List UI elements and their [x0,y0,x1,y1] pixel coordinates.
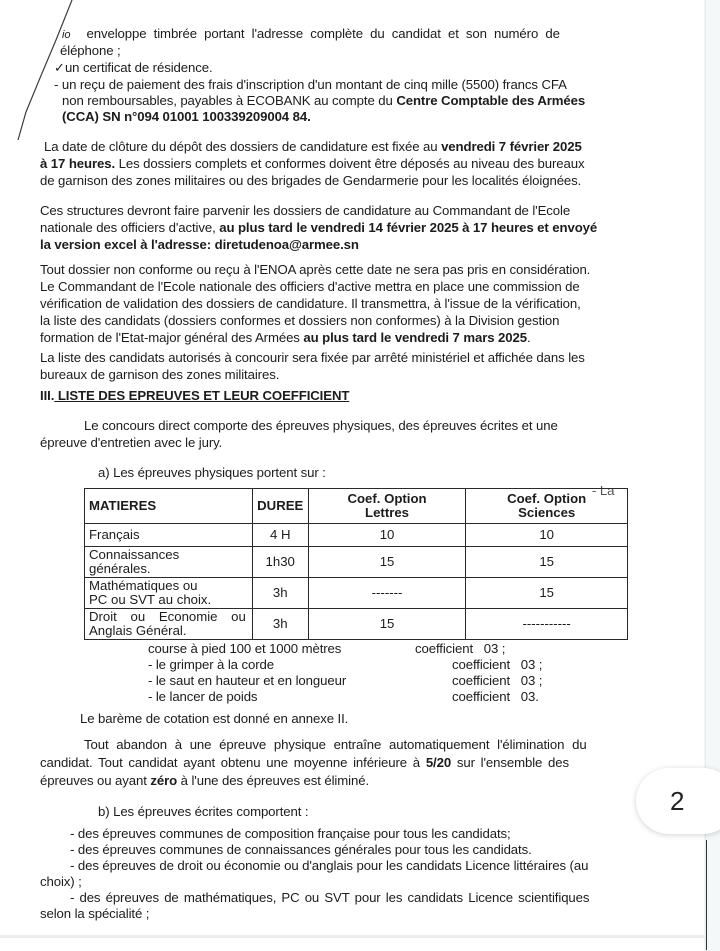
col-header-lettres: Coef. Option Lettres [308,489,466,524]
closing-date-line2: à 17 heures. Les dossiers complets et conformes doivent être déposés au niveau des bureaux [40,156,585,171]
section-heading [40,388,349,404]
table-row [85,609,628,640]
cell-matiere: Connaissances générales. [85,547,253,578]
physical-coef: coefficient 03 ; [415,641,506,656]
table-row [85,578,628,609]
page-bottom-edge [0,935,706,938]
cell-matiere: Français [85,524,253,547]
subsection-b: b) Les épreuves écrites comportent : [98,804,309,819]
cell-matiere: Mathématiques ou PC ou SVT au choix. [85,578,253,609]
bareme-text: Le barème de cotation est donné en annexe II. [80,711,349,726]
nonconform-line1: Tout dossier non conforme ou reçu à l'ENOA après cette date ne sera pas pris en considération. [40,262,591,277]
envelope-line2: éléphone ; [60,43,121,58]
cell-lettres: ------- [308,578,466,609]
envelope-prefix: io [62,29,71,41]
side-note: - La [592,483,615,498]
abandon-line2: candidat. Tout candidat ayant obtenu une moyenne inférieure à 5/20 sur l'ensemble des [40,755,569,770]
nonconform-line4: la liste des candidats (dossiers conformes et dossiers non conformes) à la Division gestion [40,313,560,328]
written-item-cont: choix) ; [40,874,82,889]
physical-item: - le lancer de poids [148,689,258,704]
table-header-row [85,489,628,524]
bullet-dash-icon: ✓ [54,60,65,75]
cell-sciences: 15 [466,578,628,609]
written-item: - des épreuves communes de connaissances générales pour tous les candidats. [70,842,532,857]
nonconform-line2: Le Commandant de l'Ecole nationale des officiers d'active mettra en place une commission de [40,279,580,294]
section-title: LISTE DES EPREUVES ET LEUR COEFFICIENT [54,388,350,403]
intro-line1: Le concours direct comporte des épreuves physiques, des épreuves écrites et une [84,418,558,433]
page-number-indicator: 2 [636,768,720,834]
physical-coef: coefficient 03. [452,689,539,704]
closing-date-line1: La date de clôture du dépôt des dossiers de candidature est fixée au vendredi 7 février 2025 [44,139,582,154]
abandon-line1: Tout abandon à une épreuve physique entraîne automatiquement l'élimination du [84,737,587,752]
authorized-list-line1: La liste des candidats autorisés à concourir sera fixée par arrêté ministériel et affichée dans les [40,350,585,365]
abandon-line3: épreuves ou ayant zéro à l'une des épreuves est éliminé. [40,773,370,788]
written-item-cont: selon la spécialité ; [40,906,150,921]
list-item-receipt-line1: - un reçu de paiement des frais d'inscription d'un montant de cinq mille (5500) francs CFA [54,77,567,92]
cell-sciences: 15 [466,547,628,578]
authorized-list-line2: bureaux de garnison des zones militaires. [40,367,280,382]
physical-coef: coefficient 03 ; [452,673,543,688]
subjects-table [84,488,628,640]
table-row [85,524,628,547]
cell-matiere: Droit ou Economie ou Anglais Général. [85,609,253,640]
section-number: III. [40,388,55,403]
table-row [85,547,628,578]
page-edge-dark-line [706,840,707,950]
nonconform-line5: formation de l'Etat-major général des Armées au plus tard le vendredi 7 mars 2025. [40,330,531,345]
col-header-duree: DUREE [252,489,308,524]
nonconform-line3: vérification de validation des dossiers de candidature. Il transmettra, à l'issue de la vérification, [40,296,581,311]
cell-sciences: 10 [466,524,628,547]
cell-duree: 4 H [252,524,308,547]
physical-item: - le grimper à la corde [148,657,274,672]
structures-email-line: la version excel à l'adresse: diretudenoa@armee.sn [40,237,359,252]
physical-item: - le saut en hauteur et en longueur [148,673,347,688]
structures-line2: nationale des officiers d'active, au plus tard le vendredi 14 février 2025 à 17 heures et envoyé [40,220,598,235]
list-item-receipt-line2: non remboursables, payables à ECOBANK au compte du Centre Comptable des Armées [62,93,586,108]
cell-duree: 1h30 [252,547,308,578]
written-item: - des épreuves de mathématiques, PC ou SVT pour les candidats Licence scientifiques [70,890,590,905]
structures-line1: Ces structures devront faire parvenir les dossiers de candidature au Commandant de l'Ecole [40,203,571,218]
cell-duree: 3h [252,609,308,640]
cell-sciences: ----------- [466,609,628,640]
physical-item: course à pied 100 et 1000 mètres [148,641,342,656]
closing-date: vendredi 7 février 2025 [441,139,582,154]
list-item-envelope [62,26,630,43]
envelope-text: enveloppe timbrée portant l'adresse complète du candidat et son numéro de [86,26,560,41]
cell-lettres: 10 [308,524,466,547]
account-number: (CCA) SN n°094 01001 100339209004 84. [62,109,311,124]
cell-duree: 3h [252,578,308,609]
written-item: - des épreuves communes de composition française pour tous les candidats; [70,826,511,841]
physical-coef: coefficient 03 ; [452,657,543,672]
cell-lettres: 15 [308,547,466,578]
written-item: - des épreuves de droit ou économie ou d'anglais pour les candidats Licence littéraires (au [70,858,589,873]
intro-line2: épreuve d'entretien avec le jury. [40,435,223,450]
closing-date-line3: de garnison des zones militaires ou des brigades de Gendarmerie pour les localités éloignées. [40,173,582,188]
subsection-a: a) Les épreuves physiques portent sur : [98,465,326,480]
col-header-matieres: MATIERES [85,489,253,524]
col-header-sciences: Coef. Option Sciences [466,489,628,524]
list-item-certificate: ✓un certificat de résidence. [54,60,213,75]
cell-lettres: 15 [308,609,466,640]
